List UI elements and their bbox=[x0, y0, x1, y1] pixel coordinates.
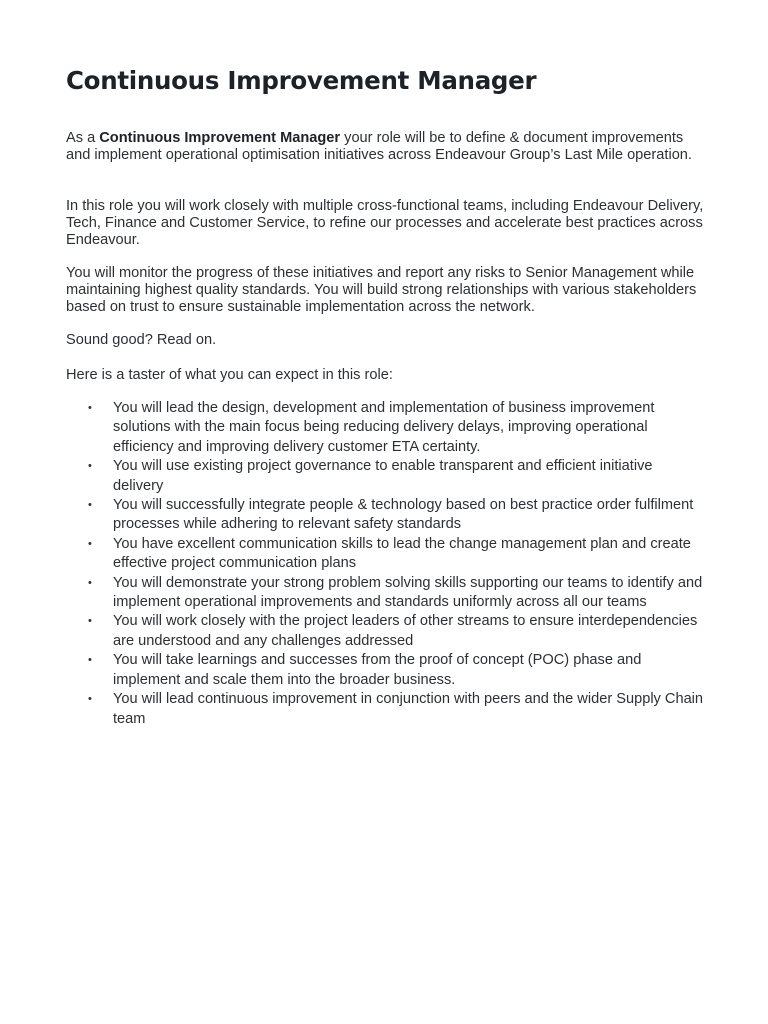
intro-suffix: your role will be to define & document improvements and implement operational optimisation initiatives across Endeavour Group’s Last Mile operation. bbox=[66, 130, 692, 163]
list-item-text: You will demonstrate your strong problem solving skills supporting our teams to identify and implement operational improvements and standards uniformly across all our teams bbox=[113, 574, 703, 611]
bullet-dot-icon: • bbox=[88, 499, 92, 512]
bullet-dot-icon: • bbox=[88, 576, 92, 589]
bullet-dot-icon: • bbox=[88, 693, 92, 706]
list-item-text: You will successfully integrate people & technology based on best practice order fulfilment processes while adhering to relevant safety standards bbox=[113, 497, 694, 533]
paragraph-taster: Here is a taster of what you can expect in this role: bbox=[66, 367, 393, 383]
list-item bbox=[66, 612, 706, 651]
list-item-text: You will take learnings and successes from the proof of concept (POC) phase and implement and scale them into the broader business. bbox=[113, 652, 642, 688]
bullet-dot-icon: • bbox=[88, 460, 92, 473]
list-item-text: You will lead continuous improvement in conjunction with peers and the wider Supply Chain team bbox=[113, 691, 704, 727]
page-title: Continuous Improvement Manager bbox=[66, 66, 537, 95]
intro-paragraph bbox=[66, 130, 706, 164]
intro-role-name: Continuous Improvement Manager bbox=[99, 130, 341, 146]
bullet-dot-icon: • bbox=[88, 537, 92, 550]
list-item-text: You will work closely with the project leaders of other streams to ensure interdependencies are understood and any challenges addressed bbox=[113, 613, 698, 649]
list-item bbox=[66, 399, 706, 457]
list-item bbox=[66, 651, 706, 690]
list-item bbox=[66, 535, 706, 574]
intro-prefix: As a bbox=[66, 130, 100, 146]
paragraph-teams: In this role you will work closely with multiple cross-functional teams, including Endeavour Delivery, Tech, Finance and Customer Service, to refine our processes and accelerate best practices across Endeavour. bbox=[66, 198, 704, 248]
list-item bbox=[66, 690, 706, 729]
bullet-dot-icon: • bbox=[88, 654, 92, 667]
bullet-dot-icon: • bbox=[88, 615, 92, 628]
list-item bbox=[66, 457, 706, 496]
list-item-text: You will use existing project governance to enable transparent and efficient initiative delivery bbox=[113, 458, 653, 494]
paragraph-monitoring: You will monitor the progress of these initiatives and report any risks to Senior Management while maintaining highest quality standards. You will build strong relationships with various stakeholders based on trust to ensure sustainable implementation across the network. bbox=[66, 265, 697, 315]
role-bullet-list bbox=[66, 399, 706, 729]
bullet-dot-icon: • bbox=[88, 402, 92, 414]
list-item bbox=[66, 574, 706, 613]
list-item bbox=[66, 496, 706, 535]
list-item-text: You will lead the design, development and implementation of business improvement solutions with the main focus being reducing delivery delays, improving operational efficiency and improving delivery customer ETA certainty. bbox=[113, 400, 655, 455]
list-item-text: You have excellent communication skills to lead the change management plan and create effective project communication plans bbox=[113, 535, 691, 572]
paragraph-sound-good: Sound good? Read on. bbox=[66, 332, 217, 348]
